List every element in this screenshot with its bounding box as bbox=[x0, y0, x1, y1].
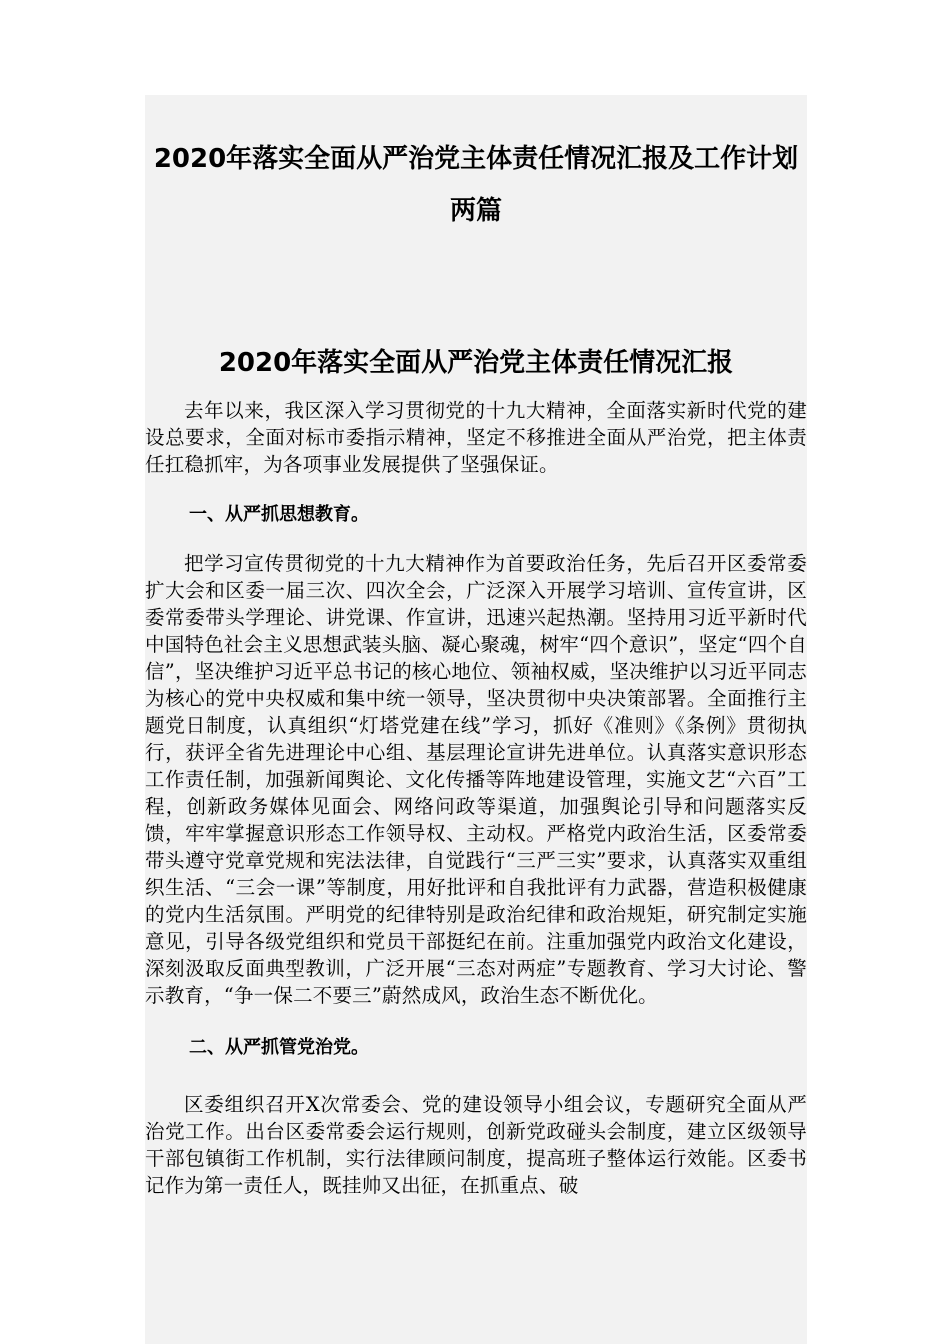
document-content bbox=[145, 95, 807, 1199]
paragraph-2: 区委组织召开X次常委会、党的建设领导小组会议，专题研究全面从严治党工作。出台区委常委会运行规则，创新党政碰头会制度，建立区级领导干部包镇街工作机制，实行法律顾问制度，提高班子整体运行效能。区委书记作为第一责任人，既挂帅又出征，在抓重点、破 bbox=[145, 1093, 807, 1197]
document-title: 2020年落实全面从严治党主体责任情况汇报及工作计划两篇 bbox=[153, 144, 799, 226]
paragraph-1: 把学习宣传贯彻党的十九大精神作为首要政治任务，先后召开区委常委扩大会和区委一届三次、四次全会，广泛深入开展学习培训、宣传宣讲，区委常委带头学理论、讲党课、作宣讲，迅速兴起热潮。坚持用习近平新时代中国特色社会主义思想武装头脑、凝心聚魂，树牢“四个意识”，坚定“四个自信”，坚决维护习近平总书记的核心地位、领袖权威，坚决维护以习近平同志为核心的党中央权威和集中统一领导，坚决贯彻中央决策部署。全面推行主题党日制度，认真组织“灯塔党建在线”学习，抓好《准则》《条例》贯彻执行，获评全省先进理论中心组、基层理论宣讲先进单位。认真落实意识形态工作责任制，加强新闻舆论、文化传播等阵地建设管理，实施文艺“六百”工程，创新政务媒体见面会、网络问政等渠道，加强舆论引导和问题落实反馈，牢牢掌握意识形态工作领导权、主动权。严格党内政治生活，区委常委带头遵守党章党规和宪法法律，自觉践行“三严三实”要求，认真落实双重组织生活、“三会一课”等制度，用好批评和自我批评有力武器，营造积极健康的党内生活氛围。严明党的纪律特别是政治纪律和政治规矩，研究制定实施意见，引导各级党组织和党员干部挺纪在前。注重加强党内政治文化建设，深刻汲取反面典型教训，广泛开展“三态对两症”专题教育、学习大讨论、警示教育，“争一保二不要三”蔚然成风，政治生态不断优化。 bbox=[145, 552, 807, 1007]
heading-2: 二、从严抓管党治党。 bbox=[189, 1037, 369, 1058]
heading-1: 一、从严抓思想教育。 bbox=[189, 504, 369, 525]
intro-paragraph: 去年以来，我区深入学习贯彻党的十九大精神，全面落实新时代党的建设总要求，全面对标市委指示精神，坚定不移推进全面从严治党，把主体责任扛稳抓牢，为各项事业发展提供了坚强保证。 bbox=[145, 399, 807, 476]
section-title: 2020年落实全面从严治党主体责任情况汇报 bbox=[218, 348, 734, 378]
